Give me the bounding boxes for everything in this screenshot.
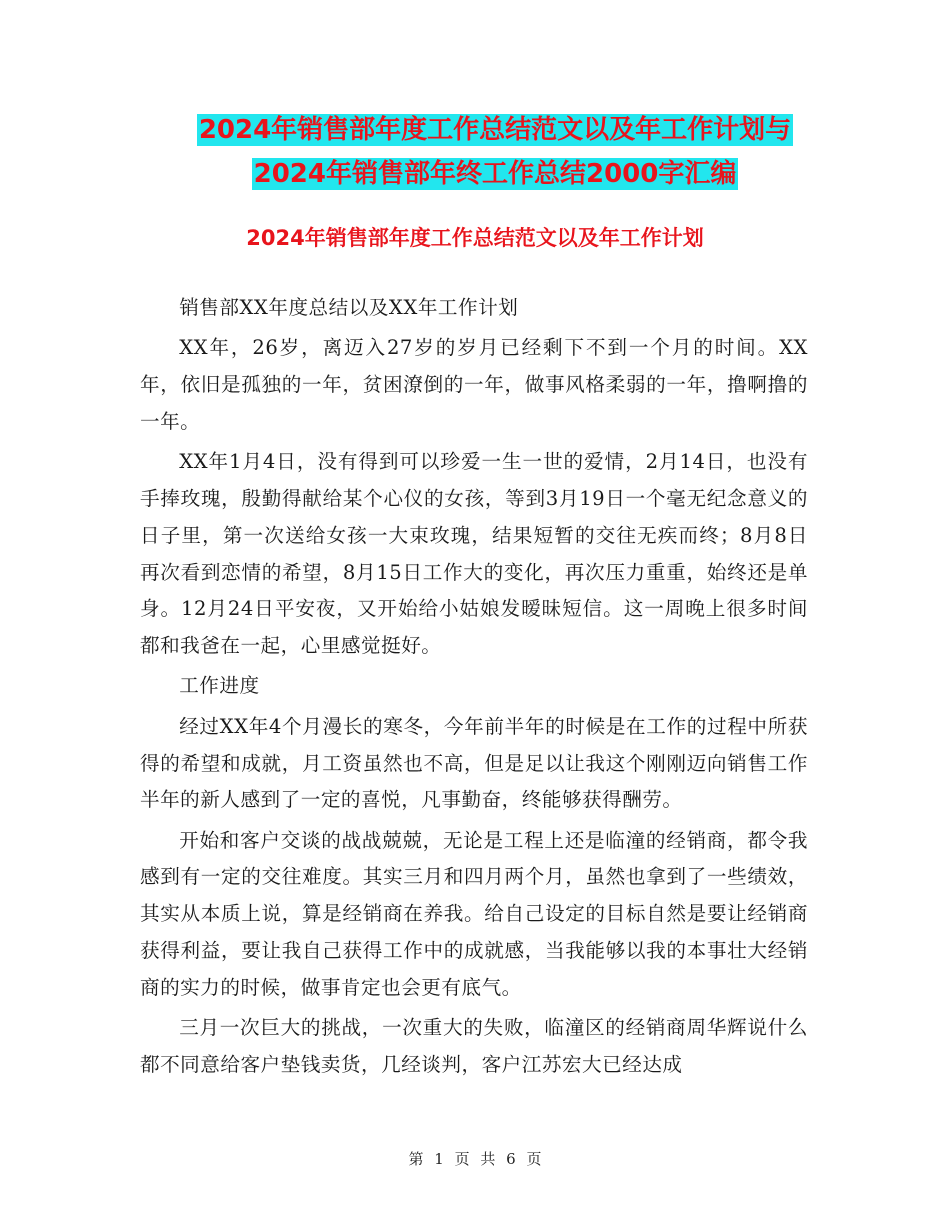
document-title-line-1 (140, 113, 850, 147)
paragraph: 工作进度 (179, 674, 260, 698)
title-highlight-1: 2024年销售部年度工作总结范文以及年工作计划与 (198, 115, 792, 145)
page-footer: 第 1 页 共 6 页 (408, 1150, 542, 1168)
paragraph: 三月一次巨大的挑战，一次重大的失败，临潼区的经销商周华辉说什么都不同意给客户垫钱卖货，几经谈判，客户江苏宏大已经达成 (140, 1016, 808, 1076)
document-title-line-2 (140, 157, 850, 191)
paragraph: XX年，26岁，离迈入27岁的岁月已经剩下不到一个月的时间。XX年，依旧是孤独的一年，贫困潦倒的一年，做事风格柔弱的一年，撸啊撸的一年。 (140, 336, 808, 433)
title-highlight-2: 2024年销售部年终工作总结2000字汇编 (253, 159, 737, 189)
paragraph: 经过XX年4个月漫长的寒冬，今年前半年的时候是在工作的过程中所获得的希望和成就，月工资虽然也不高，但是足以让我这个刚刚迈向销售工作半年的新人感到了一定的喜悦，凡事勤奋，终能够获得酬劳。 (140, 714, 808, 812)
section-title: 2024年销售部年度工作总结范文以及年工作计划 (246, 226, 704, 250)
paragraph: 销售部XX年度总结以及XX年工作计划 (179, 296, 519, 319)
document-body (140, 290, 808, 1087)
paragraph: XX年1月4日，没有得到可以珍爱一生一世的爱情，2月14日，也没有手捧玫瑰，殷勤得献给某个心仪的女孩，等到3月19日一个毫无纪念意义的日子里，第一次送给女孩一大束玫瑰，结果短暂的交往无疾而终；8月8日再次看到恋情的希望，8月15日工作大的变化，再次压力重重，始终还是单身。12月24日平安夜，又开始给小姑娘发暧昧短信。这一周晚上很多时间都和我爸在一起，心里感觉挺好。 (140, 450, 808, 658)
paragraph: 开始和客户交谈的战战兢兢，无论是工程上还是临潼的经销商，都令我感到有一定的交往难度。其实三月和四月两个月，虽然也拿到了一些绩效，其实从本质上说，算是经销商在养我。给自己设定的目标自然是要让经销商获得利益，要让我自己获得工作中的成就感，当我能够以我的本事壮大经销商的实力的时候，做事肯定也会更有底气。 (140, 828, 808, 999)
